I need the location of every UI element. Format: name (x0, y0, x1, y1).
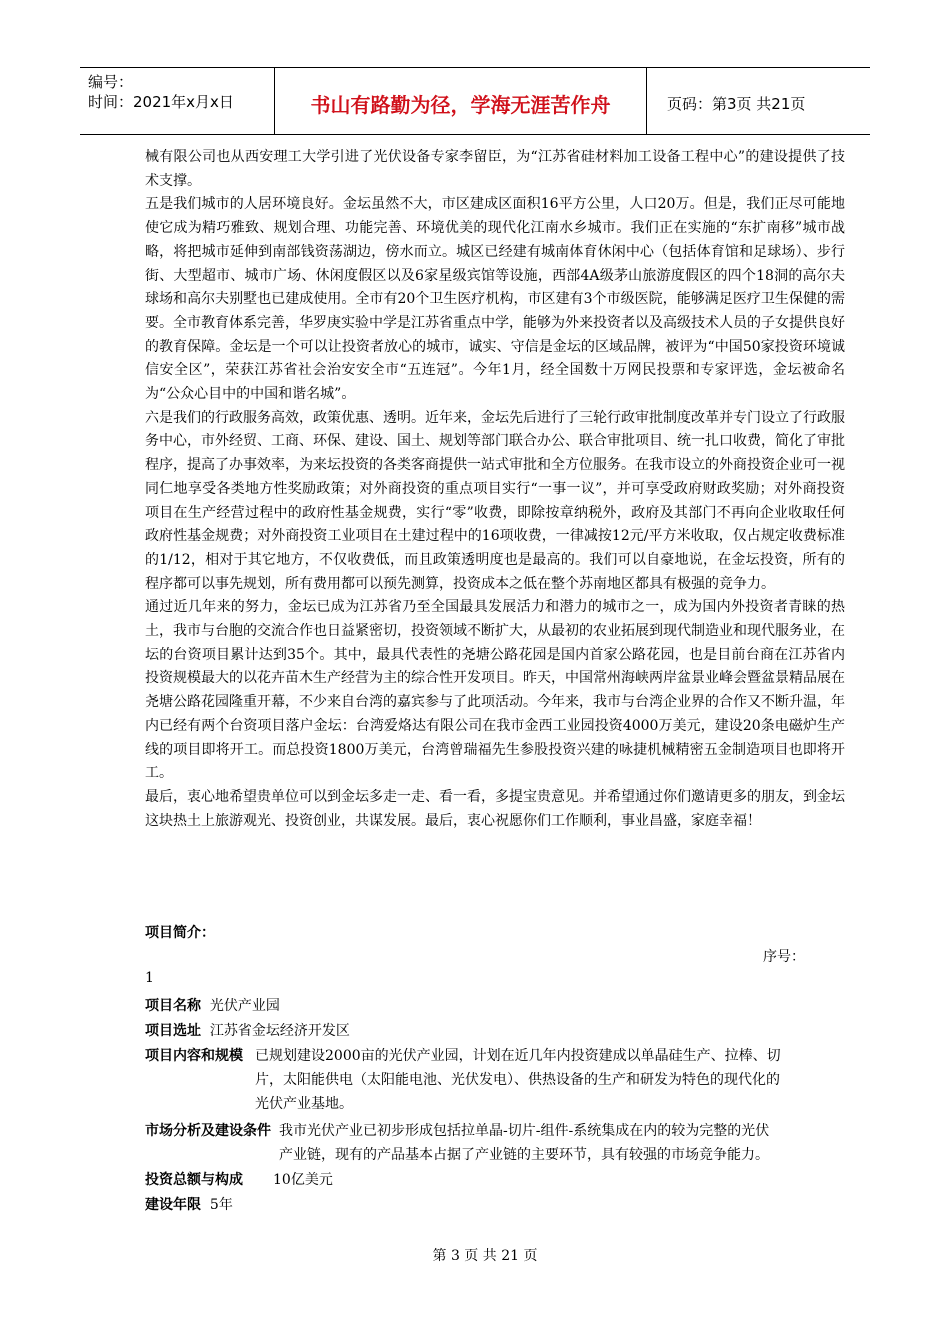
project-site-label: 项目选址 (145, 1023, 201, 1039)
project-period-value: 5年 (209, 1197, 233, 1213)
project-period-label: 建设年限 (145, 1197, 201, 1213)
document-time-label: 时间：2021年x月x日 (88, 93, 234, 111)
project-invest-value: 10亿美元 (273, 1172, 333, 1188)
project-invest-row (145, 1168, 333, 1192)
page-footer: 第 3 页 共 21 页 (432, 1248, 538, 1264)
project-name-label: 项目名称 (145, 998, 201, 1014)
document-number-label: 编号： (88, 73, 134, 91)
project-site-row (145, 1019, 350, 1043)
project-market-row (145, 1119, 769, 1167)
project-scope-value: 已规划建设2000亩的光伏产业园，计划在近几年内投资建成以单晶硅生产、拉棒、切 片，太阳能供电（太阳能电池、光伏发电）、供热设备的生产和研发为特色的现代化的 光伏产业基地。 (255, 1048, 781, 1112)
project-period-row (145, 1193, 233, 1217)
project-market-value: 我市光伏产业已初步形成包括拉单晶-切片-组件-系统集成在内的较为完整的光伏 产业链，现有的产品基本占据了产业链的主要环节，具有较强的市场竞争能力。 (279, 1123, 770, 1163)
header-motto: 书山有路勤为径，学海无涯苦作舟 (275, 68, 647, 134)
project-market-label: 市场分析及建设条件 (145, 1123, 271, 1139)
project-invest-label: 投资总额与构成 (145, 1172, 243, 1188)
header-meta (80, 68, 275, 134)
serial-value: 1 (145, 970, 154, 986)
paragraph: 五是我们城市的人居环境良好。金坛虽然不大，市区建成区面积16平方公里，人口20万。但是，我们正尽可能地使它成为精巧雅致、规划合理、功能完善、环境优美的现代化江南水乡城市。我们正在实施的“东扩南移”城市战略，将把城市延伸到南部钱资荡湖边，傍水而立。城区已经建有城南体育休闲中心（包括体育馆和足球场）、步行街、大型超市、城市广场、休闲度假区以及6家星级宾馆等设施，西部4A级茅山旅游度假区的四个18洞的高尔夫球场和高尔夫别墅也已建成使用。全市有20个卫生医疗机构，市区建有3个市级医院，能够满足医疗卫生保健的需要。全市教育体系完善，华罗庚实验中学是江苏省重点中学，能够为外来投资者以及高级技术人员的子女提供良好的教育保障。金坛是一个可以让投资者放心的城市，诚实、守信是金坛的区域品牌，被评为“中国50家投资环境诚信安全区”，荣获江苏省社会治安安全市“五连冠”。今年1月，经全国数十万网民投票和专家评选，金坛被命名为“公众心目中的中国和谐名城”。 (145, 196, 845, 403)
paragraph: 最后，衷心地希望贵单位可以到金坛多走一走、看一看，多提宝贵意见。并希望通过你们邀请更多的朋友，到金坛这块热土上旅游观光、投资创业，共谋发展。最后，衷心祝愿你们工作顺利，事业昌盛，家庭幸福！ (145, 788, 845, 829)
project-name-value: 光伏产业园 (209, 998, 280, 1014)
paragraph: 通过近几年来的努力，金坛已成为江苏省乃至全国最具发展活力和潜力的城市之一，成为国内外投资者青睐的热土，我市与台胞的交流合作也日益紧密切，投资领域不断扩大，从最初的农业拓展到现代制造业和现代服务业，在坛的台资项目累计达到35个。其中，最具代表性的尧塘公路花园是国内首家公路花园，也是目前台商在江苏省内投资规模最大的以花卉苗木生产经营为主的综合性开发项目。昨天，中国常州海峡两岸盆景业峰会暨盆景精品展在尧塘公路花园隆重开幕，不少来自台湾的嘉宾参与了此项活动。今年来，我市与台湾企业界的合作又不断升温，年内已经有两个台资项目落户金坛：台湾爱烙达有限公司在我市金西工业园投资4000万美元，建设20条电磁炉生产线的项目即将开工。而总投资1800万美元，台湾曾瑞福先生参股投资兴建的咏捷机械精密五金制造项目也即将开工。 (145, 599, 845, 782)
project-site-value: 江苏省金坛经济开发区 (209, 1023, 350, 1039)
project-scope-label: 项目内容和规模 (145, 1048, 243, 1064)
body-text (145, 146, 845, 833)
project-section-title: 项目简介： (145, 925, 215, 941)
paragraph: 六是我们的行政服务高效，政策优惠、透明。近年来，金坛先后进行了三轮行政审批制度改革并专门设立了行政服务中心，市外经贸、工商、环保、建设、国土、规划等部门联合办公、联合审批项目、统一扎口收费，简化了审批程序，提高了办事效率，为来坛投资的各类客商提供一站式审批和全方位服务。在我市设立的外商投资企业可一视同仁地享受各类地方性奖励政策；对外商投资的重点项目实行“一事一议”，并可享受政府财政奖励；对外商投资项目在生产经营过程中的政府性基金规费，实行“零”收费，即除按章纳税外，政府及其部门不再向企业收取任何政府性基金规费；对外商投资工业项目在土建过程中的16项收费，一律减按12元/平方米收取，仅占规定收费标准的1/12，相对于其它地方，不仅收费低，而且政策透明度也是最高的。我们可以自豪地说，在金坛投资，所有的程序都可以事先规划，所有费用都可以预先测算，投资成本之低在整个苏南地区都具有极强的竞争力。 (145, 409, 845, 592)
project-name-row (145, 994, 280, 1018)
serial-label: 序号： (763, 949, 805, 965)
project-scope-row (145, 1044, 781, 1116)
header-page-label: 页码：第3页 共21页 (667, 94, 806, 113)
page-header (80, 67, 870, 135)
paragraph: 械有限公司也从西安理工大学引进了光伏设备专家李留臣，为“江苏省硅材料加工设备工程中心”的建设提供了技术支撑。 (145, 149, 845, 189)
